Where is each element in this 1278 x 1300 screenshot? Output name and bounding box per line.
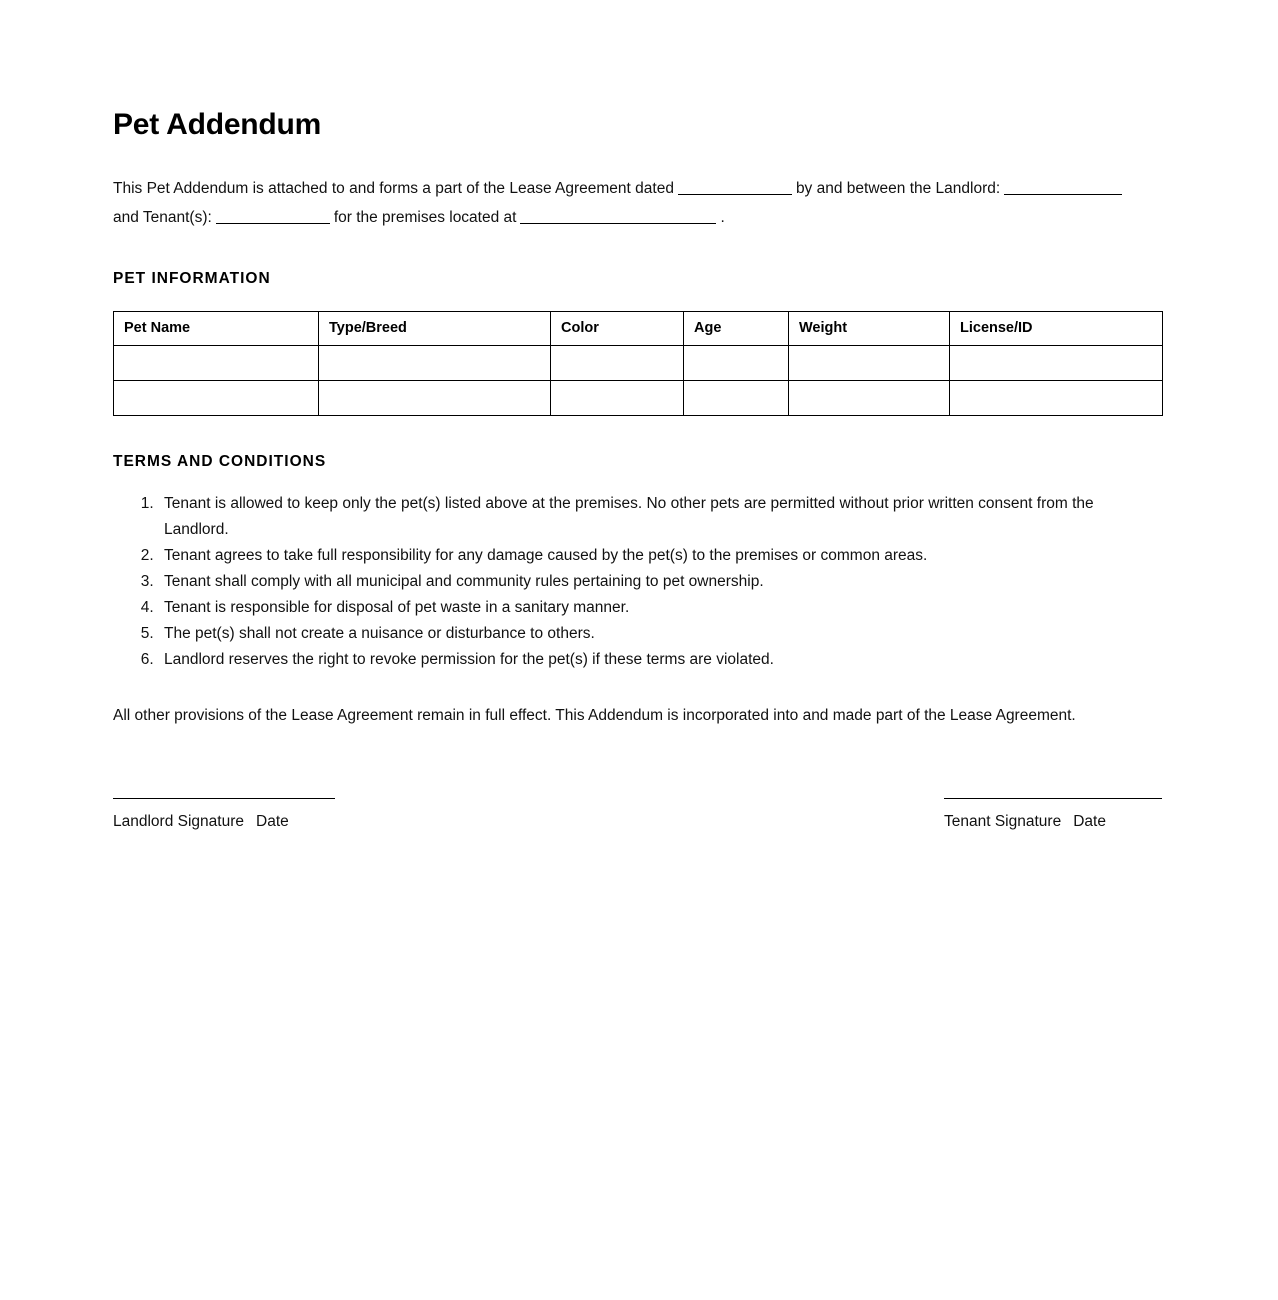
list-item: 3. Tenant shall comply with all municipal and community rules pertaining to pet ownership. [158, 569, 1162, 595]
cell-age[interactable] [684, 381, 789, 416]
terms-and-conditions-heading: TERMS AND CONDITIONS [113, 453, 327, 470]
landlord-signature-block [113, 798, 335, 831]
premises-address-blank[interactable] [520, 207, 716, 224]
cell-weight[interactable] [789, 381, 950, 416]
cell-color[interactable] [551, 381, 684, 416]
column-header-age: Age [684, 312, 789, 346]
column-header-color: Color [551, 312, 684, 346]
signature-section [113, 798, 1162, 848]
intro-paragraph [113, 174, 1162, 232]
document-page [113, 0, 1162, 848]
tenant-signature-labels [944, 813, 1162, 831]
column-header-weight: Weight [789, 312, 950, 346]
landlord-date-label: Date [256, 813, 289, 830]
column-header-type-breed: Type/Breed [319, 312, 551, 346]
table-row [114, 346, 1163, 381]
pet-information-table [113, 311, 1163, 416]
landlord-signature-line[interactable] [113, 798, 335, 799]
list-item: 1. Tenant is allowed to keep only the pet(s) listed above at the premises. No other pets are permitted without prior written consent from the Landlord. [158, 491, 1162, 543]
cell-type-breed[interactable] [319, 381, 551, 416]
landlord-name-blank[interactable] [1004, 178, 1122, 195]
intro-text-part3: and Tenant(s): [113, 209, 212, 226]
landlord-signature-label: Landlord Signature [113, 813, 244, 830]
table-header-row [114, 312, 1163, 346]
terms-list [113, 491, 1162, 673]
intro-text-part4: for the premises located at [333, 209, 517, 226]
cell-weight[interactable] [789, 346, 950, 381]
landlord-signature-labels [113, 813, 335, 831]
page-title: Pet Addendum [113, 108, 322, 141]
list-item: 2. Tenant agrees to take full responsibility for any damage caused by the pet(s) to the premises or common areas. [158, 543, 1162, 569]
cell-pet-name[interactable] [114, 381, 319, 416]
intro-text-part5: . [720, 209, 725, 226]
intro-text-part1: This Pet Addendum is attached to and forms a part of the Lease Agreement dated [113, 180, 674, 197]
intro-text-part2: by and between the Landlord: [795, 180, 1001, 197]
cell-pet-name[interactable] [114, 346, 319, 381]
tenant-date-label: Date [1073, 813, 1106, 830]
closing-paragraph: All other provisions of the Lease Agreement remain in full effect. This Addendum is incorporated into and made part of the Lease Agreement. [113, 707, 1076, 724]
lease-date-blank[interactable] [678, 178, 792, 195]
table-row [114, 381, 1163, 416]
tenant-signature-line[interactable] [944, 798, 1162, 799]
cell-type-breed[interactable] [319, 346, 551, 381]
tenant-signature-block [944, 798, 1162, 831]
cell-license-id[interactable] [950, 346, 1163, 381]
pet-information-heading: PET INFORMATION [113, 270, 271, 287]
cell-license-id[interactable] [950, 381, 1163, 416]
list-item: 4. Tenant is responsible for disposal of pet waste in a sanitary manner. [158, 595, 1162, 621]
tenant-name-blank[interactable] [216, 207, 330, 224]
cell-age[interactable] [684, 346, 789, 381]
cell-color[interactable] [551, 346, 684, 381]
list-item: 6. Landlord reserves the right to revoke permission for the pet(s) if these terms are violated. [158, 647, 1162, 673]
column-header-pet-name: Pet Name [114, 312, 319, 346]
list-item: 5. The pet(s) shall not create a nuisance or disturbance to others. [158, 621, 1162, 647]
tenant-signature-label: Tenant Signature [944, 813, 1062, 830]
column-header-license-id: License/ID [950, 312, 1163, 346]
